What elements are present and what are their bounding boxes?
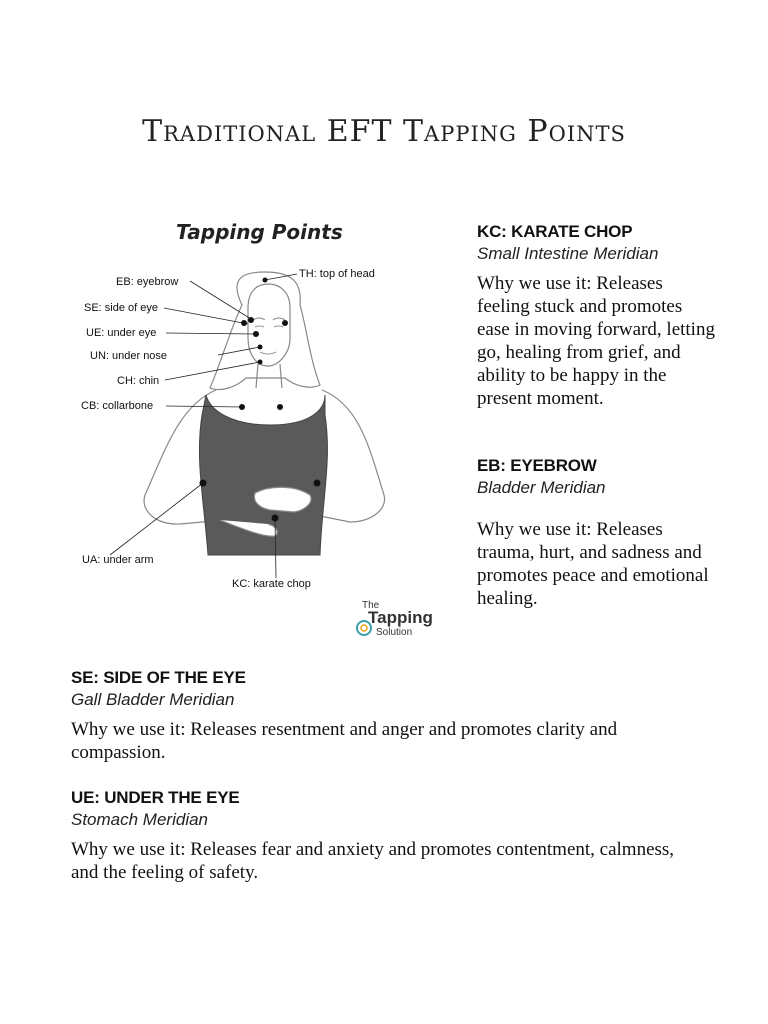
section-heading: KC: KARATE CHOP <box>477 222 633 241</box>
section-side-of-eye <box>71 668 691 764</box>
logo-line-1: The <box>362 600 380 611</box>
tapping-points-diagram <box>70 210 460 650</box>
label-eyebrow: EB: eyebrow <box>116 276 179 288</box>
label-under-arm: UA: under arm <box>82 554 154 566</box>
section-description: Why we use it: Releases trauma, hurt, and sadness and promotes peace and emotional healing. <box>477 519 709 609</box>
hands <box>254 487 311 512</box>
label-karate-chop: KC: karate chop <box>232 578 311 590</box>
section-meridian: Bladder Meridian <box>477 478 606 497</box>
section-description: Why we use it: Releases feeling stuck and promotes ease in moving forward, letting go, healing from grief, and ability to be happy in the present moment. <box>477 273 715 409</box>
section-meridian: Stomach Meridian <box>71 810 209 829</box>
section-description: Why we use it: Releases resentment and anger and promotes clarity and compassion. <box>71 719 618 763</box>
section-heading: SE: SIDE OF THE EYE <box>71 668 246 687</box>
tapping-solution-logo <box>354 600 434 638</box>
label-under-nose: UN: under nose <box>90 350 168 362</box>
label-collarbone: CB: collarbone <box>81 400 154 412</box>
logo-line-2: Tapping <box>368 608 433 627</box>
section-under-eye <box>71 788 691 884</box>
label-chin: CH: chin <box>117 375 160 387</box>
section-karate-chop <box>477 222 717 410</box>
section-meridian: Gall Bladder Meridian <box>71 690 235 709</box>
logo-line-3: Solution <box>376 627 413 638</box>
section-meridian: Small Intestine Meridian <box>477 244 659 263</box>
section-description: Why we use it: Releases fear and anxiety and promotes contentment, calmness, and the feeling of safety. <box>71 839 675 883</box>
label-top-of-head: TH: top of head <box>299 268 375 280</box>
page-title: Traditional EFT Tapping Points <box>142 114 626 149</box>
diagram-title: Tapping Points <box>176 220 343 244</box>
section-heading: UE: UNDER THE EYE <box>71 788 240 807</box>
section-heading: EB: EYEBROW <box>477 456 597 475</box>
label-under-eye: UE: under eye <box>86 327 157 339</box>
section-eyebrow <box>477 456 717 610</box>
label-side-of-eye: SE: side of eye <box>84 302 158 314</box>
